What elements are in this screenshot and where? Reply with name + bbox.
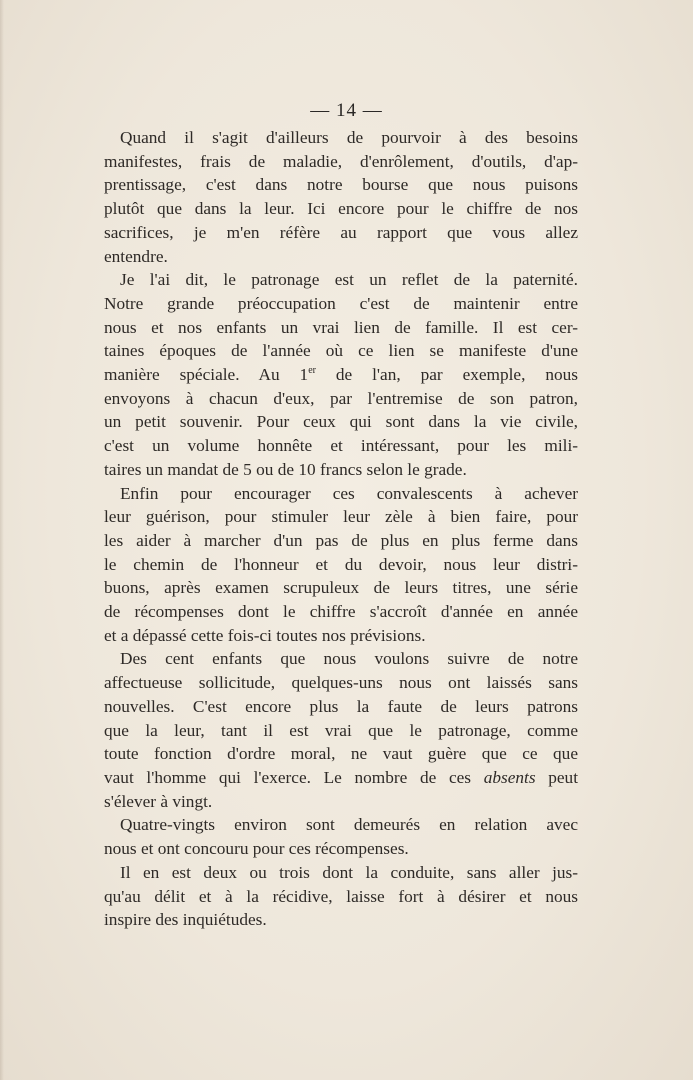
text-line: Des cent enfants que nous voulons suivre de notre — [120, 649, 578, 669]
paragraph-5 — [104, 813, 578, 860]
text-line: c'est un volume honnête et intéressant, pour les mili- — [104, 436, 578, 456]
text-line: leur guérison, pour stimuler leur zèle à bien faire, pour — [104, 507, 578, 527]
page-number: — 14 — — [310, 100, 383, 121]
paragraph-4 — [104, 647, 578, 813]
text-line: envoyons à chacun d'eux, par l'entremise de son patron, — [104, 388, 578, 408]
text-line: toute fonction d'ordre moral, ne vaut guère que ce que — [104, 744, 578, 764]
paragraph-2 — [104, 268, 578, 481]
text-line: et a dépassé cette fois-ci toutes nos prévisions. — [104, 625, 426, 645]
paragraph-6 — [104, 861, 578, 932]
text-line: nous et nos enfants un vrai lien de famille. Il est cer- — [104, 317, 578, 337]
text-line: entendre. — [104, 246, 168, 266]
text-fragment: manière spéciale. Au 1 — [104, 365, 309, 385]
text-fragment: peut — [535, 767, 578, 787]
text-line: de récompenses dont le chiffre s'accroît d'année en année — [104, 602, 578, 622]
text-line: taines époques de l'année où ce lien se manifeste d'une — [104, 341, 578, 361]
text-line: Quatre-vingts environ sont demeurés en relation avec — [120, 815, 578, 835]
page-edge-shadow — [0, 0, 4, 1080]
text-line: les aider à marcher d'un pas de plus en plus ferme dans — [104, 530, 578, 550]
text-line: le chemin de l'honneur et du devoir, nous leur distri- — [104, 554, 578, 574]
text-line-with-italic — [104, 766, 578, 790]
text-line: affectueuse sollicitude, quelques-uns nous ont laissés sans — [104, 673, 578, 693]
text-fragment: de l'an, par exemple, nous — [315, 365, 578, 385]
text-line: sacrifices, je m'en réfère au rapport que vous allez — [104, 222, 578, 242]
text-line: prentissage, c'est dans notre bourse que nous puisons — [104, 175, 578, 195]
body-text — [104, 126, 578, 932]
text-line: nouvelles. C'est encore plus la faute de leurs patrons — [104, 696, 578, 716]
text-line-with-ordinal — [104, 363, 578, 387]
text-line: inspire des inquiétudes. — [104, 910, 267, 930]
ordinal-superscript: er — [308, 365, 316, 377]
text-line: Il en est deux ou trois dont la conduite, sans aller jus- — [120, 862, 578, 882]
paragraph-3 — [104, 482, 578, 648]
text-line: s'élever à vingt. — [104, 791, 213, 811]
text-line: buons, après examen scrupuleux de leurs titres, une série — [104, 578, 578, 598]
text-line: que la leur, tant il est vrai que le patronage, comme — [104, 720, 578, 740]
paragraph-1 — [104, 126, 578, 268]
text-line: un petit souvenir. Pour ceux qui sont dans la vie civile, — [104, 412, 578, 432]
text-line: taires un mandat de 5 ou de 10 francs selon le grade. — [104, 459, 467, 479]
text-line: qu'au délit et à la récidive, laisse fort à désirer et nous — [104, 886, 578, 906]
italic-word: absents — [483, 767, 536, 787]
text-line: nous et ont concouru pour ces récompenses. — [104, 839, 409, 859]
text-line: Enfin pour encourager ces convalescents à achever — [120, 483, 578, 503]
text-line: Je l'ai dit, le patronage est un reflet de la paternité. — [120, 270, 578, 290]
text-line: Quand il s'agit d'ailleurs de pourvoir à des besoins — [120, 128, 578, 147]
text-line: plutôt que dans la leur. Ici encore pour le chiffre de nos — [104, 199, 578, 219]
text-line: manifestes, frais de maladie, d'enrôlement, d'outils, d'ap- — [104, 151, 578, 171]
text-fragment: vaut l'homme qui l'exerce. Le nombre de ces — [104, 767, 484, 787]
text-line: Notre grande préoccupation c'est de maintenir entre — [104, 293, 578, 313]
